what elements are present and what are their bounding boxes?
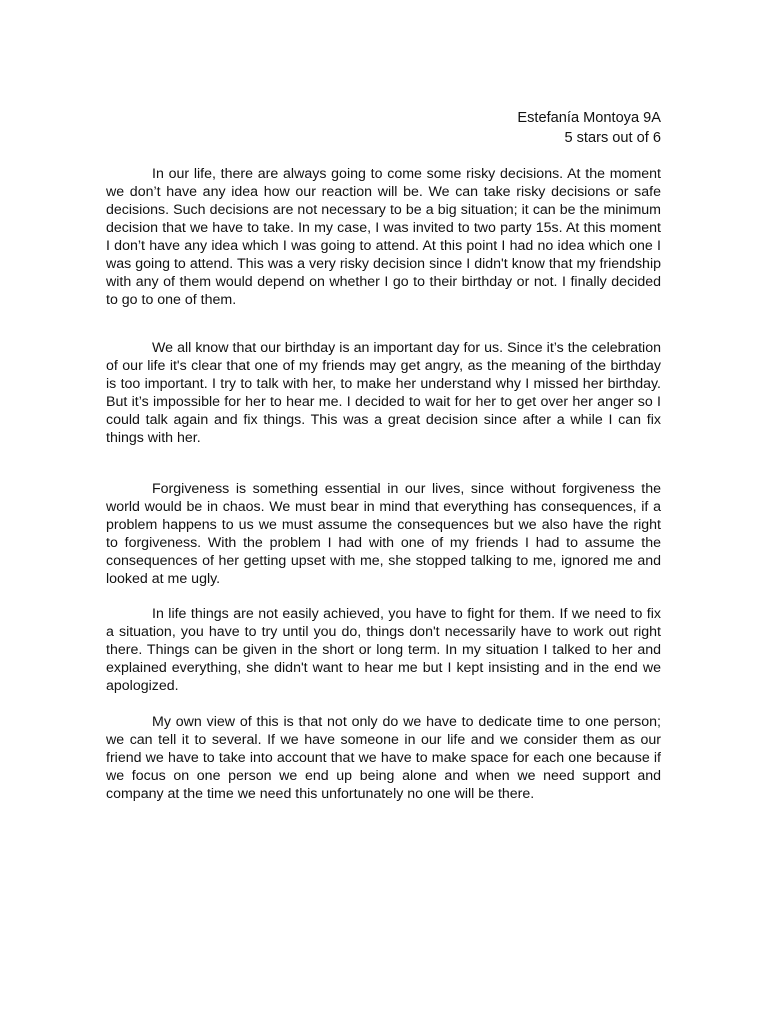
paragraph-3: Forgiveness is something essential in our lives, since without forgiveness the world would be in chaos. We must bear in mind that everything has consequences, if a problem happens to us we must assume the consequences but we also have the right to forgiveness. With the problem I had with one of my friends I had to assume the consequences of her getting upset with me, she stopped talking to me, ignored me and looked at me ugly. xyxy=(106,481,661,587)
paragraph-1: In our life, there are always going to come some risky decisions. At the moment we don’t have any idea how our reaction will be. We can take risky decisions or safe decisions. Such decisions are not necessary to be a big situation; it can be the minimum decision that we have to take. In my case, I was invited to two party 15s. At this moment I don’t have any idea which I was going to attend. At this point I had no idea which one I was going to attend. This was a very risky decision since I didn't know that my friendship with any of them would depend on whether I go to their birthday or not. I finally decided to go to one of them. xyxy=(106,166,661,308)
paragraph-4: In life things are not easily achieved, you have to fight for them. If we need to fix a situation, you have to try until you do, things don't necessarily have to work out right there. Things can be given in the short or long term. In my situation I talked to her and explained everything, she didn't want to hear me but I kept insisting and in the end we apologized. xyxy=(106,606,661,694)
rating-line: 5 stars out of 6 xyxy=(564,130,661,146)
author-line: Estefanía Montoya 9A xyxy=(517,110,661,126)
document-header xyxy=(517,108,661,148)
paragraph-5: My own view of this is that not only do we have to dedicate time to one person; we can tell it to several. If we have someone in our life and we consider them as our friend we have to take into account that we have to make space for each one because if we focus on one person we end up being alone and when we need support and company at the time we need this unfortunately no one will be there. xyxy=(106,714,661,802)
paragraph-2: We all know that our birthday is an important day for us. Since it’s the celebration of our life it's clear that one of my friends may get angry, as the meaning of the birthday is too important. I try to talk with her, to make her understand why I missed her birthday. But it’s impossible for her to hear me. I decided to wait for her to get over her anger so I could talk again and fix things. This was a great decision since after a while I can fix things with her. xyxy=(106,340,661,446)
